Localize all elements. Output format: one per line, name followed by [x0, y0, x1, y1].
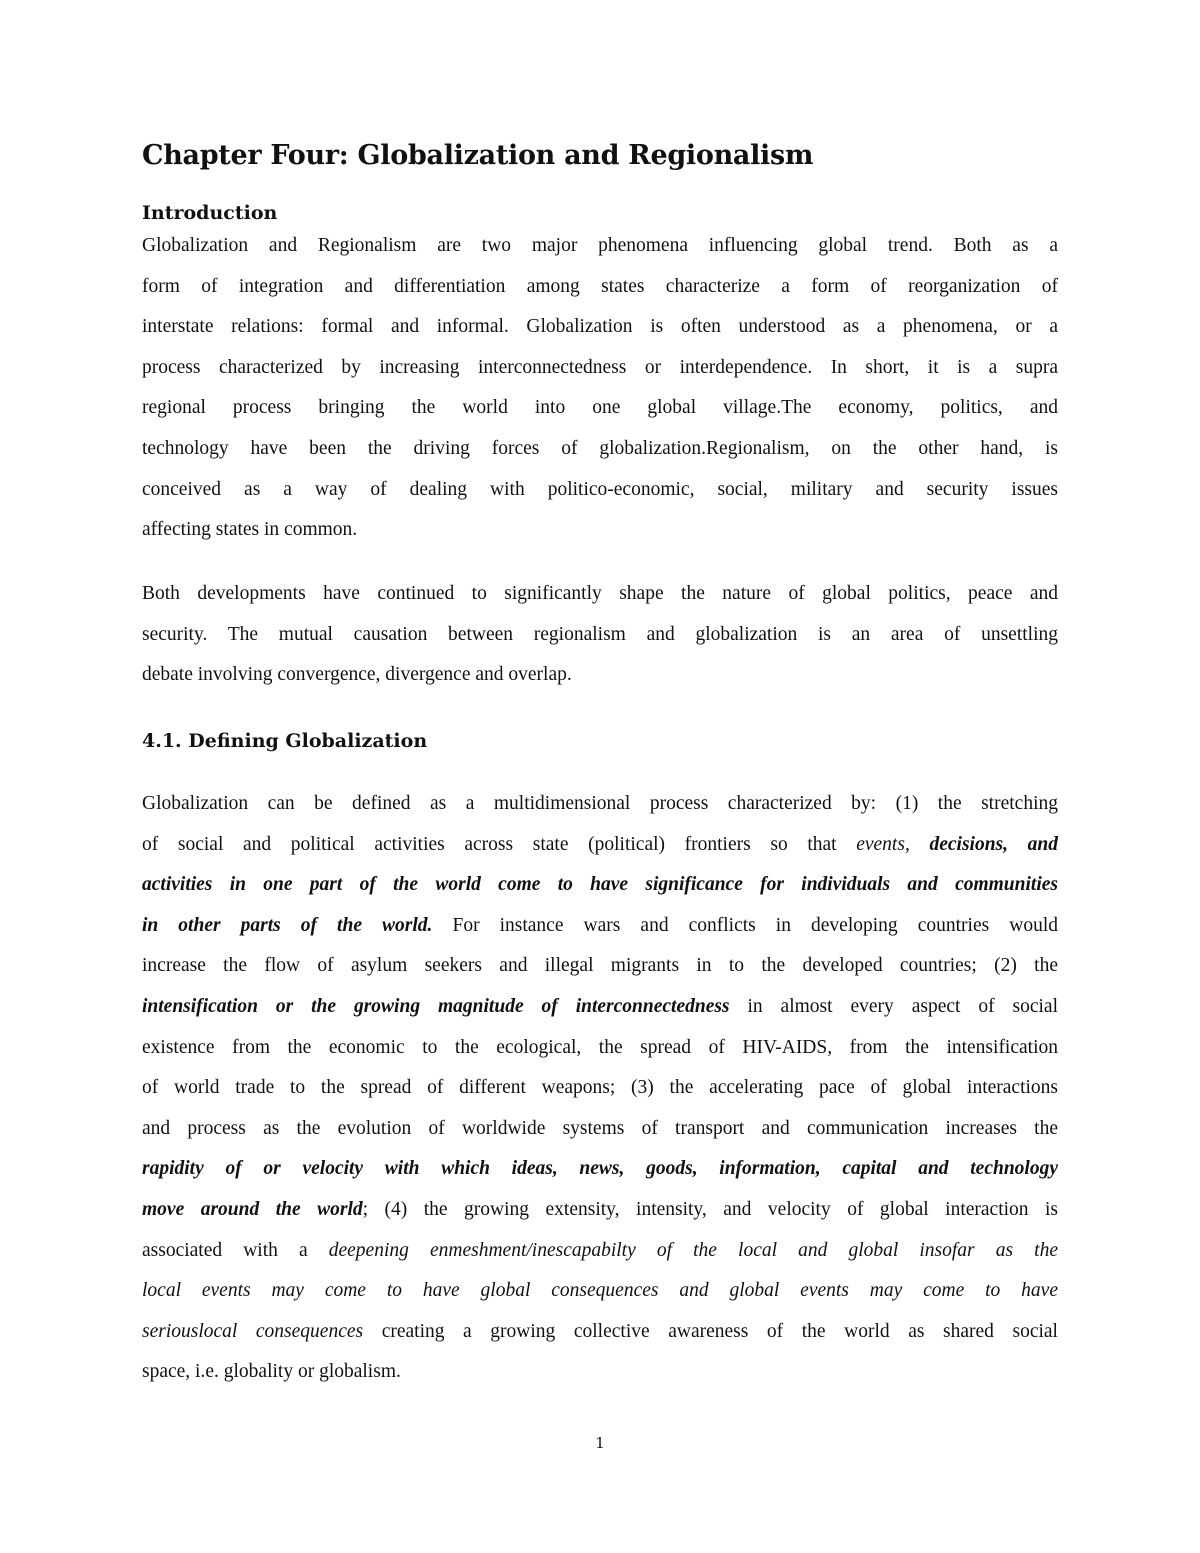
text-run: increase the flow of asylum seekers and illegal migrants in to the developed countries; (2) the: [142, 955, 1058, 977]
text-line: [142, 1190, 1058, 1231]
text-line: [142, 946, 1058, 987]
text-line: [142, 574, 1058, 615]
emphasis-text: intensification or the growing magnitude of interconnectedness: [142, 995, 748, 1017]
text-run: ; (4) the growing extensity, intensity, and velocity of global interaction is: [362, 1198, 1059, 1220]
text-line: [142, 1109, 1058, 1150]
emphasis-text: rapidity of or velocity with which ideas, news, goods, information, capital and technology: [142, 1158, 1058, 1180]
text-line: [142, 655, 1058, 696]
text-run: interstate relations: formal and informal. Globalization is often understood as a phenomena, or a: [142, 316, 1058, 338]
text-line: [142, 1312, 1058, 1353]
text-line: [142, 1231, 1058, 1272]
text-line: [142, 784, 1058, 825]
emphasis-text: in other parts of the world.: [142, 914, 453, 936]
text-line: [142, 1028, 1058, 1069]
text-line: [142, 865, 1058, 906]
emphasis-text: move around the world: [142, 1198, 363, 1220]
text-run: Globalization and Regionalism are two major phenomena influencing global trend. Both as a: [142, 235, 1058, 256]
text-run: of social and political activities across state (political) frontiers so that: [142, 833, 857, 855]
text-run: debate involving convergence, divergence and overlap.: [142, 664, 572, 686]
text-run: affecting states in common.: [142, 519, 358, 541]
text-run: process characterized by increasing interconnectedness or interdependence. In short, it is a supra: [142, 356, 1058, 378]
text-run: For instance wars and conflicts in developing countries would: [452, 914, 1059, 936]
italic-text: deepening enmeshment/inescapabilty of the local and global insofar as the: [328, 1239, 1058, 1261]
text-line: [142, 825, 1058, 866]
intro-paragraph: [142, 226, 1058, 551]
text-run: security. The mutual causation between regionalism and globalization is an area of unsettling: [142, 623, 1058, 645]
text-run: conceived as a way of dealing with politico-economic, social, military and security issues: [142, 478, 1058, 500]
text-run: technology have been the driving forces of globalization.Regionalism, on the other hand, is: [142, 437, 1058, 459]
developments-paragraph: [142, 574, 1058, 696]
definition-paragraph: [142, 784, 1058, 1393]
section-heading: 4.1. Defining Globalization: [142, 730, 428, 752]
italic-text: local events may come to have global consequences and global events may come to have: [142, 1280, 1058, 1302]
emphasis-text: activities in one part of the world come to have significance for individuals and communities: [142, 874, 1058, 896]
introduction-heading: Introduction: [142, 202, 278, 224]
text-line: [142, 388, 1058, 429]
text-line: [142, 307, 1058, 348]
text-run: existence from the economic to the ecological, the spread of HIV-AIDS, from the intensification: [142, 1036, 1058, 1058]
italic-text: seriouslocal consequences: [142, 1320, 382, 1342]
page-number: 1: [595, 1434, 605, 1452]
text-run: creating a growing collective awareness of the world as shared social: [381, 1320, 1058, 1342]
chapter-title: Chapter Four: Globalization and Regionalism: [142, 140, 814, 171]
text-line: [142, 429, 1058, 470]
text-run: Both developments have continued to significantly shape the nature of global politics, peace and: [142, 583, 1058, 604]
italic-text: events,: [856, 833, 930, 855]
text-line: [142, 226, 1058, 267]
text-run: regional process bringing the world into one global village.The economy, politics, and: [142, 397, 1058, 419]
emphasis-text: decisions, and: [929, 833, 1058, 855]
text-line: [142, 1068, 1058, 1109]
text-run: associated with a: [142, 1239, 329, 1261]
text-run: and process as the evolution of worldwide systems of transport and communication increases the: [142, 1117, 1058, 1139]
text-run: Globalization can be defined as a multidimensional process characterized by: (1) the stretching: [142, 793, 1058, 814]
text-line: [142, 470, 1058, 511]
text-line: [142, 987, 1058, 1028]
text-run: space, i.e. globality or globalism.: [142, 1361, 401, 1383]
text-run: in almost every aspect of social: [747, 995, 1058, 1017]
text-line: [142, 267, 1058, 308]
text-run: form of integration and differentiation among states characterize a form of reorganization of: [142, 275, 1058, 297]
text-line: [142, 1271, 1058, 1312]
text-line: [142, 510, 1058, 551]
text-line: [142, 348, 1058, 389]
text-line: [142, 906, 1058, 947]
text-run: of world trade to the spread of different weapons; (3) the accelerating pace of global interactions: [142, 1077, 1058, 1099]
text-line: [142, 1149, 1058, 1190]
text-line: [142, 615, 1058, 656]
text-line: [142, 1352, 1058, 1393]
